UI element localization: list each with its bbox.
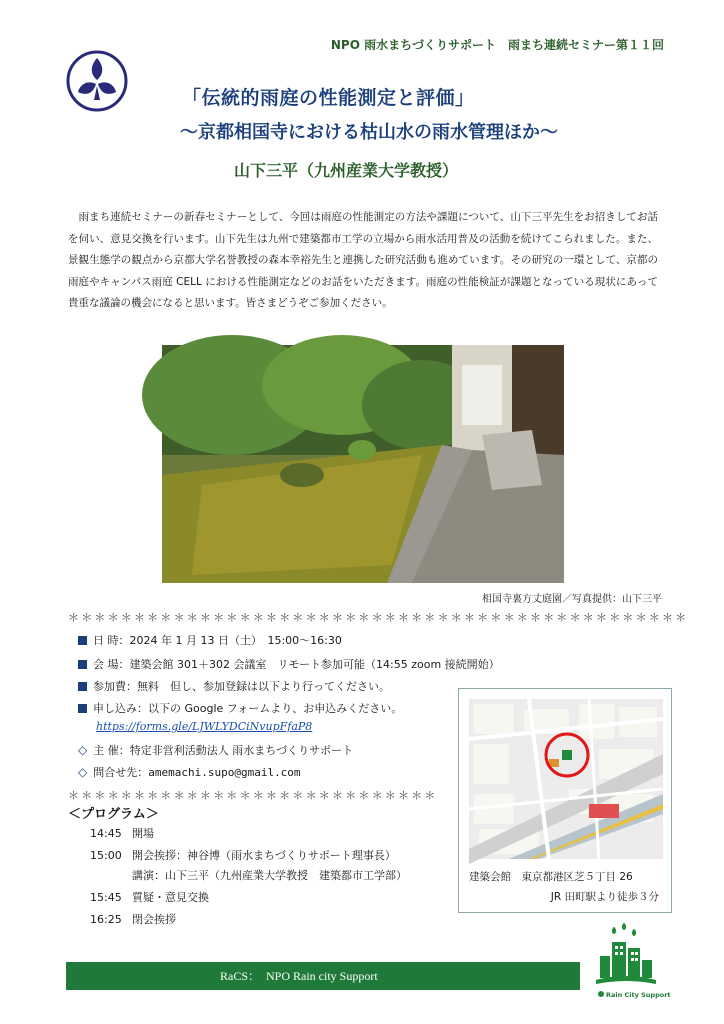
info-apply: 申し込み：以下の Google フォームより、お申込みください。 [78,700,402,716]
apply-form-link[interactable]: https://forms.gle/LJWLYDCiNvupFfaP8 [96,720,313,733]
sub-title: ～京都相国寺における枯山水の雨水管理ほか～ [180,122,558,143]
separator-stars-bottom: ＊＊＊＊＊＊＊＊＊＊＊＊＊＊＊＊＊＊＊＊＊＊＊＊＊＊＊＊ [68,789,438,802]
separator-stars-top: ＊＊＊＊＊＊＊＊＊＊＊＊＊＊＊＊＊＊＊＊＊＊＊＊＊＊＊＊＊＊＊＊＊＊＊＊＊＊＊＊＊＊＊＊＊＊＊ [68,611,689,624]
info-venue: 会 場：建築会館 301＋302 会議室 リモート参加可能（14:55 zoom 接続開始） [78,656,500,672]
program-item: 14:45 開場 [90,827,154,840]
bullet-square-icon [78,660,87,669]
program-item: 15:45 質疑・意見交換 [90,891,209,904]
photo-caption: 相国寺裏方丈庭園／写真提供：山下三平 [482,594,662,605]
info-host: ◇ 主 催：特定非営利活動法人 雨水まちづくりサポート [78,743,354,757]
venue-address: 建築会館 東京都港区芝５丁目 26 [469,871,633,883]
footer-bar: RaCS： NPO Rain city Support [66,962,580,990]
bullet-square-icon [78,682,87,691]
speaker-name: 山下三平（九州産業大学教授） [234,161,459,180]
bullet-square-icon [78,704,87,713]
program-item: 16:25 閉会挨拶 [90,913,176,926]
info-date: 日 時：2024 年 1 月 13 日（土） 15:00～16:30 [78,632,342,648]
bullet-square-icon [78,636,87,645]
contact-email-link[interactable]: amemachi.supo@gmail.com [148,766,301,779]
program-item: 15:00 開会挨拶：神谷博（雨水まちづくりサポート理事長） [90,849,396,862]
program-item: 講演：山下三平（九州産業大学教授 建築都市工学部） [132,869,407,882]
garden-photo [162,345,564,583]
series-header: NPO 雨水まちづくりサポート 雨まち連続セミナー第１１回 [330,38,664,52]
main-title: 「伝統的雨庭の性能測定と評価」 [182,87,475,109]
info-contact: ◇ 問合せ先：amemachi.supo@gmail.com [78,765,301,779]
npo-logo-icon [66,50,128,112]
program-heading: ＜プログラム＞ [68,807,159,822]
diamond-bullet-icon: ◇ [78,765,88,779]
venue-map-box [458,688,672,913]
info-fee: 参加費：無料 但し、参加登録は以下より行ってください。 [78,678,390,694]
logo-label: Rain City Support [606,991,671,999]
diamond-bullet-icon: ◇ [78,743,88,757]
rain-city-support-logo-icon [594,922,671,1010]
intro-paragraph: 雨まち連続セミナーの新春セミナーとして、今回は雨庭の性能測定の方法や課題について、山下三平先生をお招きしてお話を伺い、意見交換を行います。山下先生は九州で建築都市工学の立場から雨水活用普及の活動を続けてこられました。また、景観生態学の観点から京都大学名誉教授の森本幸裕先生と連携した研究活動も進めています。その研究の一環として、京都の雨庭やキャンパス雨庭 CELL における性能測定などのお話をいただきます。雨庭の性能検証が課題となっている現状にあって貴重な議論の機会になると思います。皆さまどうぞご参加ください。 [68,211,658,309]
venue-access: JR 田町駅より徒歩３分 [550,891,659,903]
venue-map [469,699,663,859]
